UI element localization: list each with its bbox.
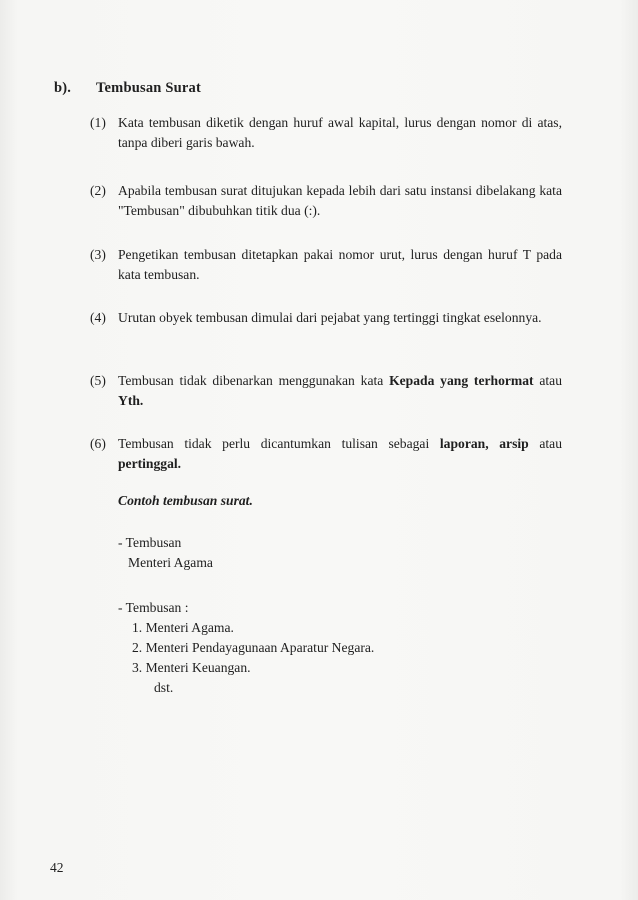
list-item xyxy=(90,181,562,221)
example-block-1 xyxy=(118,533,213,573)
item-marker: (1) xyxy=(90,115,106,130)
item-text xyxy=(118,434,562,474)
example-list-item: 2. Menteri Pendayagunaan Aparatur Negara. xyxy=(132,640,375,655)
item-text-plain: Tembusan tidak dibenarkan menggunakan kata xyxy=(118,373,390,388)
example-list-item: 3. Menteri Keuangan. xyxy=(132,660,251,675)
item-marker: (4) xyxy=(90,310,106,325)
item-text: Apabila tembusan surat ditujukan kepada lebih dari satu instansi dibelakang kata "Tembusan" dibubuhkan titik dua (:). xyxy=(118,183,562,218)
section-number: b). xyxy=(54,80,72,96)
item-text-bold: laporan, arsip xyxy=(439,436,529,451)
item-text-mid: atau xyxy=(528,436,563,451)
item-marker: (3) xyxy=(90,247,106,262)
item-text: Kata tembusan diketik dengan huruf awal kapital, lurus dengan nomor di atas, tanpa diberi garis bawah. xyxy=(118,115,562,150)
list-item xyxy=(90,371,562,411)
item-marker: (5) xyxy=(90,373,106,388)
item-marker: (6) xyxy=(90,436,106,451)
item-text: Urutan obyek tembusan dimulai dari pejabat yang tertinggi tingkat eselonnya. xyxy=(118,310,542,325)
section-title: Tembusan Surat xyxy=(96,80,202,96)
example-block-2 xyxy=(118,598,374,698)
item-marker: (2) xyxy=(90,183,106,198)
list-item xyxy=(90,434,562,474)
item-text xyxy=(118,371,562,411)
section-heading xyxy=(54,80,201,97)
list-item xyxy=(90,113,562,153)
example-list-item: 1. Menteri Agama. xyxy=(132,620,234,635)
list-item xyxy=(90,245,562,285)
example-line: Menteri Agama xyxy=(128,555,213,570)
item-text-bold: Yth. xyxy=(118,393,144,408)
item-text-bold: Kepada yang terhormat xyxy=(389,373,534,388)
list-item xyxy=(90,308,562,328)
item-text-plain: Tembusan tidak perlu dicantumkan tulisan sebagai xyxy=(118,436,440,451)
example-line: - Tembusan : xyxy=(118,600,189,615)
item-text-bold: pertinggal. xyxy=(118,456,182,471)
example-line: - Tembusan xyxy=(118,535,182,550)
example-title: Contoh tembusan surat. xyxy=(118,493,253,508)
item-text-mid: atau xyxy=(533,373,562,388)
page-number: 42 xyxy=(50,860,64,875)
example-line: dst. xyxy=(154,680,174,695)
item-text: Pengetikan tembusan ditetapkan pakai nomor urut, lurus dengan huruf T pada kata tembusan. xyxy=(118,247,562,282)
